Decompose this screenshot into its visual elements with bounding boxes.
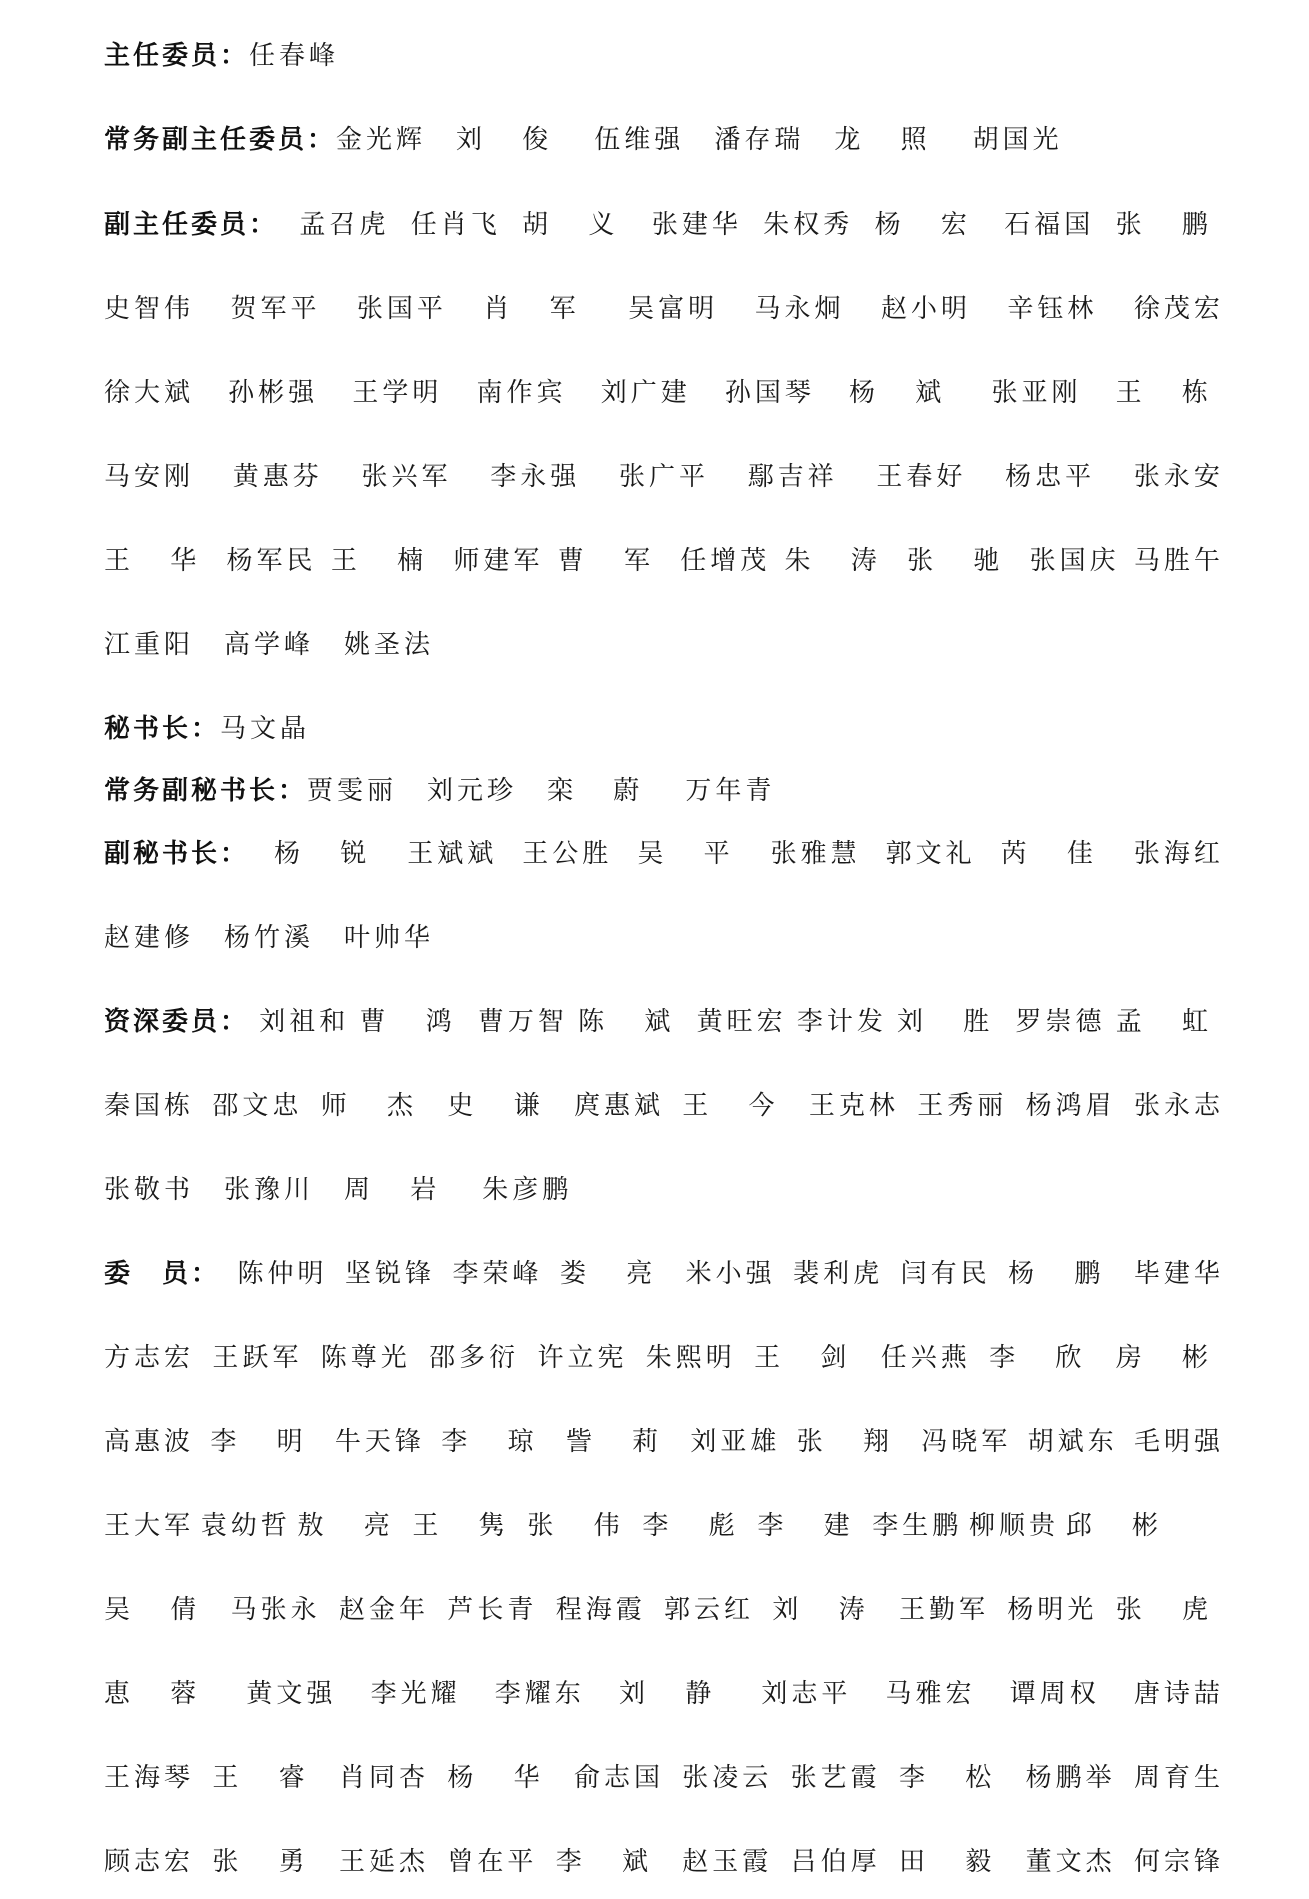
member-name: 吴 倩 — [104, 1594, 213, 1625]
member-name: 李 彪 — [642, 1510, 751, 1541]
member-name: 杨鸿眉 — [1025, 1090, 1116, 1121]
member-name: 张 虎 — [1115, 1594, 1224, 1625]
member-line-2 — [104, 1332, 1224, 1378]
member-name: 高学峰 — [224, 629, 315, 660]
member-name: 黄旺宏 — [696, 1006, 787, 1037]
vice-director-line-1 — [104, 199, 1224, 245]
member-name: 任兴燕 — [880, 1342, 971, 1373]
member-name: 张 勇 — [212, 1846, 321, 1877]
member-name: 吴 平 — [637, 838, 746, 869]
member-name: 王斌斌 — [407, 838, 498, 869]
member-name: 田 毅 — [899, 1846, 1008, 1877]
member-name: 王公胜 — [522, 838, 613, 869]
member-name: 敖 亮 — [297, 1510, 406, 1541]
member-name: 张敬书 — [104, 1174, 195, 1205]
member-name: 许立宪 — [537, 1342, 628, 1373]
member-name: 杨 宏 — [874, 209, 983, 240]
member-name: 罗崇德 — [1015, 1006, 1106, 1037]
member-name: 张凌云 — [682, 1762, 773, 1793]
member-name: 黄惠芬 — [232, 461, 323, 492]
member-name: 张国平 — [356, 293, 447, 324]
deputy-secretary-label: 副秘书长： — [104, 838, 250, 869]
member-name: 牛天锋 — [334, 1426, 425, 1457]
member-name: 史智伟 — [104, 293, 195, 324]
member-name: 张建华 — [651, 209, 742, 240]
member-name: 闫有民 — [900, 1258, 991, 1289]
member-name: 邱 彬 — [1065, 1510, 1174, 1541]
member-name: 芮 佳 — [1000, 838, 1109, 869]
exec-deputy-secretary-label: 常务副秘书长： — [104, 775, 308, 806]
member-name: 张永安 — [1133, 461, 1224, 492]
member-name: 朱彦鹏 — [482, 1174, 573, 1205]
member-name: 陈尊光 — [320, 1342, 411, 1373]
member-name: 周 岩 — [344, 1174, 453, 1205]
vice-director-line-6 — [104, 619, 1224, 665]
director-label: 主任委员： — [104, 40, 250, 71]
member-name: 李 建 — [757, 1510, 866, 1541]
member-name: 恵 蓉 — [104, 1678, 213, 1709]
member-line-4 — [104, 1500, 1174, 1546]
member-name: 张豫川 — [224, 1174, 315, 1205]
member-name: 任春峰 — [249, 40, 340, 71]
member-name: 王秀丽 — [917, 1090, 1008, 1121]
member-name: 徐茂宏 — [1133, 293, 1224, 324]
member-name: 杨 锐 — [274, 838, 383, 869]
member-name: 房 彬 — [1115, 1342, 1224, 1373]
member-name: 徐大斌 — [104, 377, 195, 408]
member-line-7 — [104, 1752, 1224, 1798]
member-line-3 — [104, 1416, 1224, 1462]
member-name: 俞志国 — [573, 1762, 664, 1793]
member-label: 委 员： — [104, 1258, 221, 1289]
member-name: 赵建修 — [104, 922, 195, 953]
vice-director-line-3 — [104, 367, 1224, 413]
member-name: 邵文忠 — [212, 1090, 303, 1121]
vice-director-line-5 — [104, 535, 1224, 581]
member-name: 张亚刚 — [991, 377, 1082, 408]
member-name: 曹 鸿 — [359, 1006, 468, 1037]
member-name: 朱 涛 — [784, 545, 893, 576]
member-name: 王海琴 — [104, 1762, 195, 1793]
deputy-secretary-line-2 — [104, 912, 1224, 958]
member-name: 秦国栋 — [104, 1090, 195, 1121]
member-name: 赵小明 — [880, 293, 971, 324]
member-name: 郭文礼 — [885, 838, 976, 869]
member-name: 江重阳 — [104, 629, 195, 660]
member-name: 杨 斌 — [849, 377, 958, 408]
member-name: 贺军平 — [230, 293, 321, 324]
member-name: 李 琼 — [441, 1426, 550, 1457]
member-name: 史 谦 — [447, 1090, 556, 1121]
member-name: 胡国光 — [972, 124, 1063, 155]
member-name: 鄢吉祥 — [747, 461, 838, 492]
member-name: 师建军 — [453, 545, 544, 576]
member-name: 王 睿 — [212, 1762, 321, 1793]
member-name: 张 伟 — [527, 1510, 636, 1541]
member-name: 栾 蔚 — [547, 775, 656, 806]
member-name: 娄 亮 — [559, 1258, 669, 1289]
member-name: 马文晶 — [220, 713, 311, 744]
member-name: 李 明 — [210, 1426, 319, 1457]
senior-member-label: 资深委员： — [104, 1006, 250, 1037]
member-name: 李生鹏 — [872, 1510, 963, 1541]
member-name: 李 斌 — [555, 1846, 664, 1877]
member-name: 伍维强 — [594, 124, 685, 155]
member-name: 刘亚雄 — [690, 1426, 781, 1457]
member-name: 孟 虹 — [1115, 1006, 1224, 1037]
member-name: 陈 斌 — [578, 1006, 687, 1037]
member-name: 孙彬强 — [228, 377, 319, 408]
member-name: 米小强 — [685, 1258, 776, 1289]
member-name: 王克林 — [808, 1090, 899, 1121]
member-name: 师 杰 — [320, 1090, 429, 1121]
member-name: 朱权秀 — [763, 209, 854, 240]
member-name: 龙 照 — [834, 124, 943, 155]
member-name: 李计发 — [796, 1006, 887, 1037]
member-name: 刘 静 — [618, 1678, 728, 1709]
senior-member-line-2 — [104, 1080, 1224, 1126]
member-name: 张国庆 — [1029, 545, 1120, 576]
member-line-5 — [104, 1584, 1224, 1630]
member-name: 杨竹溪 — [224, 922, 315, 953]
member-name: 吕伯厚 — [790, 1846, 881, 1877]
member-name: 刘元珍 — [427, 775, 518, 806]
secretary-general-label: 秘书长： — [104, 713, 221, 744]
member-name: 朱熙明 — [645, 1342, 736, 1373]
member-name: 胡 义 — [522, 209, 631, 240]
member-name: 王跃军 — [212, 1342, 303, 1373]
member-name: 李荣峰 — [452, 1258, 543, 1289]
director-line — [104, 30, 1224, 76]
member-name: 郭云红 — [664, 1594, 755, 1625]
member-name: 张艺霞 — [790, 1762, 881, 1793]
member-name: 王 今 — [682, 1090, 791, 1121]
member-name: 王 隽 — [412, 1510, 521, 1541]
member-name: 刘 俊 — [456, 124, 565, 155]
senior-member-line-1 — [104, 996, 1224, 1042]
member-name: 李 松 — [899, 1762, 1008, 1793]
member-name: 潘存瑞 — [714, 124, 805, 155]
member-name: 马安刚 — [104, 461, 195, 492]
member-name: 周育生 — [1133, 1762, 1224, 1793]
member-name: 裴利虎 — [793, 1258, 884, 1289]
member-name: 毛明强 — [1133, 1426, 1224, 1457]
member-name: 张雅慧 — [770, 838, 861, 869]
member-name: 马胜午 — [1133, 545, 1224, 576]
member-name: 王 楠 — [330, 545, 440, 576]
member-name: 张 翔 — [796, 1426, 905, 1457]
member-name: 辛钰林 — [1007, 293, 1098, 324]
member-name: 张永志 — [1133, 1090, 1224, 1121]
member-name: 孟召虎 — [299, 209, 390, 240]
member-name: 刘祖和 — [259, 1006, 350, 1037]
deputy-secretary-line-1 — [104, 828, 1224, 874]
member-name: 任肖飞 — [410, 209, 501, 240]
member-name: 肖同杏 — [338, 1762, 429, 1793]
member-name: 张海红 — [1133, 838, 1224, 869]
member-name: 杨鹏举 — [1025, 1762, 1116, 1793]
member-name: 何宗锋 — [1133, 1846, 1224, 1877]
member-name: 万年青 — [685, 775, 776, 806]
member-name: 王 剑 — [754, 1342, 863, 1373]
member-name: 邵多衍 — [429, 1342, 520, 1373]
member-name: 刘广建 — [600, 377, 691, 408]
member-name: 坚锐锋 — [344, 1258, 435, 1289]
member-name: 袁幼哲 — [200, 1510, 291, 1541]
member-name: 石福国 — [1004, 209, 1095, 240]
exec-vice-director-line — [104, 114, 1224, 160]
member-name: 王 华 — [104, 545, 213, 576]
member-name: 李光耀 — [370, 1678, 461, 1709]
member-name: 张 驰 — [907, 545, 1016, 576]
member-name: 谭周权 — [1009, 1678, 1100, 1709]
member-name: 柳顺贵 — [969, 1510, 1060, 1541]
member-name: 张 鹏 — [1115, 209, 1224, 240]
member-name: 赵玉霞 — [682, 1846, 773, 1877]
member-name: 王大军 — [104, 1510, 195, 1541]
member-name: 姚圣法 — [344, 629, 435, 660]
member-name: 杨军民 — [226, 545, 317, 576]
member-name: 张兴军 — [361, 461, 452, 492]
member-name: 刘 胜 — [897, 1006, 1006, 1037]
member-name: 毕建华 — [1133, 1258, 1224, 1289]
member-name: 王春好 — [876, 461, 967, 492]
member-name: 方志宏 — [104, 1342, 195, 1373]
member-name: 高惠波 — [104, 1426, 195, 1457]
member-name: 曹 军 — [557, 545, 666, 576]
member-name: 王勤军 — [899, 1594, 990, 1625]
member-name: 杨 鹏 — [1008, 1258, 1117, 1289]
member-name: 王学明 — [352, 377, 443, 408]
member-name: 顾志宏 — [104, 1846, 195, 1877]
member-name: 庹惠斌 — [573, 1090, 664, 1121]
member-name: 张广平 — [618, 461, 709, 492]
member-name: 王延杰 — [338, 1846, 429, 1877]
member-name: 訾 莉 — [565, 1426, 675, 1457]
member-name: 金光辉 — [336, 124, 427, 155]
member-name: 马张永 — [230, 1594, 321, 1625]
exec-deputy-secretary-line — [104, 765, 1224, 811]
member-name: 马永炯 — [754, 293, 845, 324]
member-name: 芦长青 — [447, 1594, 538, 1625]
member-line-8 — [104, 1836, 1224, 1882]
member-name: 陈仲明 — [237, 1258, 328, 1289]
member-name: 董文杰 — [1025, 1846, 1116, 1877]
member-name: 刘志平 — [761, 1678, 852, 1709]
member-name: 南作宾 — [476, 377, 567, 408]
member-name: 肖 军 — [483, 293, 592, 324]
member-name: 叶帅华 — [344, 922, 435, 953]
member-name: 任增茂 — [680, 545, 771, 576]
vice-director-label: 副主任委员： — [104, 209, 279, 240]
vice-director-line-4 — [104, 451, 1224, 497]
senior-member-line-3 — [104, 1164, 1224, 1210]
member-name: 李 欣 — [989, 1342, 1098, 1373]
member-name: 马雅宏 — [885, 1678, 976, 1709]
member-line-6 — [104, 1668, 1224, 1714]
member-name: 唐诗喆 — [1133, 1678, 1224, 1709]
member-name: 贾雯丽 — [307, 775, 398, 806]
member-line-1 — [104, 1248, 1224, 1294]
member-name: 胡斌东 — [1027, 1426, 1118, 1457]
member-name: 冯晓军 — [921, 1426, 1012, 1457]
member-name: 杨明光 — [1007, 1594, 1098, 1625]
member-name: 孙国琴 — [724, 377, 815, 408]
member-name: 刘 涛 — [772, 1594, 881, 1625]
member-name: 曹万智 — [477, 1006, 568, 1037]
member-name: 杨 华 — [447, 1762, 556, 1793]
member-name: 程海霞 — [555, 1594, 646, 1625]
member-name: 杨忠平 — [1005, 461, 1096, 492]
member-name: 曾在平 — [447, 1846, 538, 1877]
member-name: 李永强 — [490, 461, 581, 492]
secretary-general-line — [104, 703, 1224, 749]
member-name: 吴富明 — [628, 293, 719, 324]
member-name: 赵金年 — [338, 1594, 429, 1625]
exec-vice-director-label: 常务副主任委员： — [104, 124, 337, 155]
member-name: 李耀东 — [494, 1678, 585, 1709]
member-name: 王 栋 — [1115, 377, 1224, 408]
member-name: 黄文强 — [246, 1678, 337, 1709]
vice-director-line-2 — [104, 283, 1224, 329]
